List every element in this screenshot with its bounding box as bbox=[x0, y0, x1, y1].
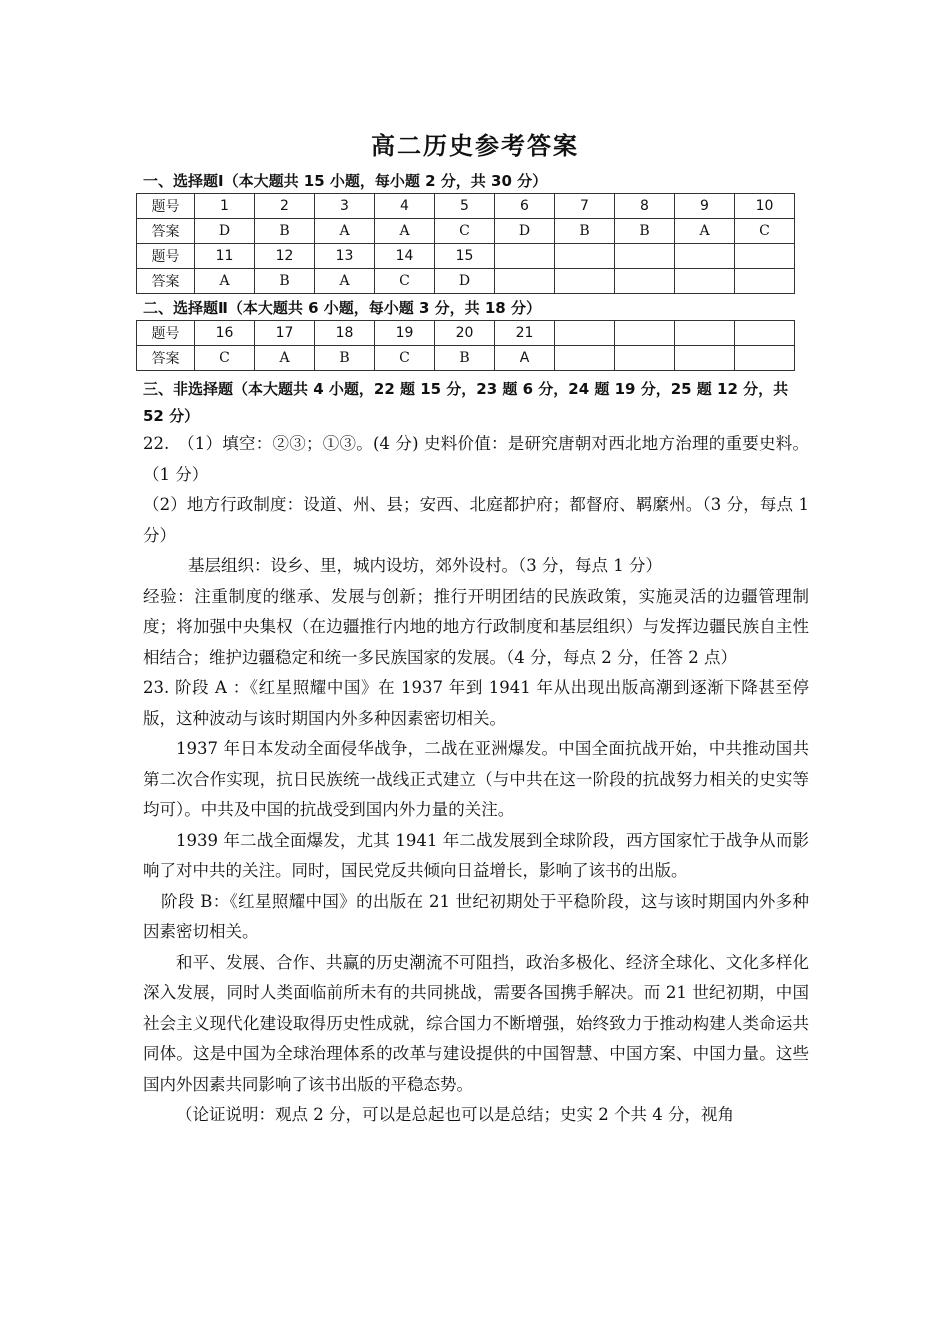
question-number: 5 bbox=[435, 194, 495, 219]
section2-heading: 二、选择题Ⅱ（本大题共 6 小题，每小题 3 分，共 18 分） bbox=[143, 299, 541, 317]
answer-cell: B bbox=[435, 346, 495, 371]
question-number: 19 bbox=[375, 321, 435, 346]
table-row bbox=[137, 194, 795, 219]
answer-cell: A bbox=[255, 346, 315, 371]
answer-cell: B bbox=[255, 269, 315, 294]
answer-paragraph: 和平、发展、合作、共赢的历史潮流不可阻挡，政治多极化、经济全球化、文化多样化深入发展，同时人类面临前所未有的共同挑战，需要各国携手解决。而 21 世纪初期，中国社会主义现代化建设取得历史性成就，综合国力不断增强，始终致力于推动构建人类命运共同体。这是中国为全球治理体系的改革与建设提供的中国智慧、中国方案、中国力量。这些国内外因素共同影响了该书出版的平稳态势。 bbox=[143, 952, 809, 1094]
table-row bbox=[137, 346, 795, 371]
answer-cell: A bbox=[315, 269, 375, 294]
answer-paragraph: 1937 年日本发动全面侵华战争，二战在亚洲爆发。中国全面抗战开始，中共推动国共第二次合作实现，抗日民族统一战线正式建立（与中共在这一阶段的抗战努力相关的史实等均可）。中共及中国的抗战受到国内外力量的关注。 bbox=[143, 739, 809, 819]
question-number: 9 bbox=[675, 194, 735, 219]
answer-body bbox=[143, 429, 809, 1131]
question-number: 2 bbox=[255, 194, 315, 219]
answer-paragraph: 22. （1）填空：②③；①③。(4 分) 史料价值：是研究唐朝对西北地方治理的重要史料。（1 分） bbox=[143, 434, 809, 484]
section2-answer-table bbox=[136, 320, 795, 371]
answer-cell: C bbox=[435, 219, 495, 244]
question-number: 20 bbox=[435, 321, 495, 346]
answer-cell bbox=[555, 346, 615, 371]
answer-cell: A bbox=[315, 219, 375, 244]
question-number bbox=[615, 321, 675, 346]
question-number bbox=[675, 244, 735, 269]
question-number: 18 bbox=[315, 321, 375, 346]
answer-cell bbox=[675, 269, 735, 294]
question-number: 12 bbox=[255, 244, 315, 269]
question-number: 13 bbox=[315, 244, 375, 269]
row-label: 答案 bbox=[137, 219, 195, 244]
question-number: 7 bbox=[555, 194, 615, 219]
question-number: 3 bbox=[315, 194, 375, 219]
question-number: 14 bbox=[375, 244, 435, 269]
question-number bbox=[735, 244, 795, 269]
row-label: 题号 bbox=[137, 194, 195, 219]
answer-cell: D bbox=[495, 219, 555, 244]
question-number bbox=[675, 321, 735, 346]
question-number: 21 bbox=[495, 321, 555, 346]
question-number bbox=[555, 244, 615, 269]
section3-heading: 三、非选择题（本大题共 4 小题，22 题 15 分，23 题 6 分，24 题 19 分，25 题 12 分，共 52 分） bbox=[143, 380, 789, 425]
question-number: 16 bbox=[195, 321, 255, 346]
answer-cell bbox=[495, 269, 555, 294]
question-number bbox=[615, 244, 675, 269]
answer-cell bbox=[675, 346, 735, 371]
row-label: 题号 bbox=[137, 321, 195, 346]
answer-cell: D bbox=[435, 269, 495, 294]
question-number: 4 bbox=[375, 194, 435, 219]
answer-cell: A bbox=[675, 219, 735, 244]
answer-cell bbox=[735, 346, 795, 371]
row-label: 题号 bbox=[137, 244, 195, 269]
answer-cell: C bbox=[375, 346, 435, 371]
table-row bbox=[137, 219, 795, 244]
answer-cell bbox=[555, 269, 615, 294]
answer-paragraph: （论证说明：观点 2 分，可以是总起也可以是总结；史实 2 个共 4 分，视角 bbox=[176, 1105, 734, 1124]
table-row bbox=[137, 321, 795, 346]
answer-cell: B bbox=[315, 346, 375, 371]
question-number: 8 bbox=[615, 194, 675, 219]
page-title: 高二历史参考答案 bbox=[371, 132, 579, 160]
answer-cell: C bbox=[195, 346, 255, 371]
row-label: 答案 bbox=[137, 346, 195, 371]
answer-cell: A bbox=[375, 219, 435, 244]
question-number: 1 bbox=[195, 194, 255, 219]
question-number: 15 bbox=[435, 244, 495, 269]
answer-paragraph: 阶段 B：《红星照耀中国》的出版在 21 世纪初期处于平稳阶段，这与该时期国内外多种因素密切相关。 bbox=[143, 891, 809, 941]
question-number bbox=[555, 321, 615, 346]
question-number bbox=[495, 244, 555, 269]
answer-cell: C bbox=[375, 269, 435, 294]
answer-cell: D bbox=[195, 219, 255, 244]
answer-cell: C bbox=[735, 219, 795, 244]
answer-paragraph: （2）地方行政制度：设道、州、县；安西、北庭都护府；都督府、羁縻州。（3 分，每点 1 分） bbox=[143, 495, 809, 545]
section1-answer-table bbox=[136, 193, 795, 294]
answer-paragraph: 经验：注重制度的继承、发展与创新；推行开明团结的民族政策，实施灵活的边疆管理制度；将加强中央集权（在边疆推行内地的地方行政制度和基层组织）与发挥边疆民族自主性相结合；维护边疆稳定和统一多民族国家的发展。（4 分，每点 2 分，任答 2 点） bbox=[143, 586, 809, 667]
answer-cell: B bbox=[555, 219, 615, 244]
question-number: 11 bbox=[195, 244, 255, 269]
answer-paragraph: 1939 年二战全面爆发，尤其 1941 年二战发展到全球阶段，西方国家忙于战争从而影响了对中共的关注。同时，国民党反共倾向日益增长，影响了该书的出版。 bbox=[143, 830, 809, 880]
section1-heading: 一、选择题Ⅰ（本大题共 15 小题，每小题 2 分，共 30 分） bbox=[143, 172, 548, 190]
question-number: 6 bbox=[495, 194, 555, 219]
answer-paragraph: 基层组织：设乡、里，城内设坊，郊外设村。（3 分，每点 1 分） bbox=[188, 556, 662, 575]
answer-cell: B bbox=[615, 219, 675, 244]
row-label: 答案 bbox=[137, 269, 195, 294]
table-row bbox=[137, 269, 795, 294]
table-row bbox=[137, 244, 795, 269]
answer-cell bbox=[735, 269, 795, 294]
answer-cell bbox=[615, 346, 675, 371]
answer-cell: A bbox=[195, 269, 255, 294]
answer-cell: B bbox=[255, 219, 315, 244]
answer-cell bbox=[615, 269, 675, 294]
question-number: 10 bbox=[735, 194, 795, 219]
answer-paragraph: 23. 阶段 A ：《红星照耀中国》在 1937 年到 1941 年从出现出版高潮到逐渐下降甚至停版，这种波动与该时期国内外多种因素密切相关。 bbox=[143, 678, 809, 728]
answer-cell: A bbox=[495, 346, 555, 371]
question-number bbox=[735, 321, 795, 346]
question-number: 17 bbox=[255, 321, 315, 346]
